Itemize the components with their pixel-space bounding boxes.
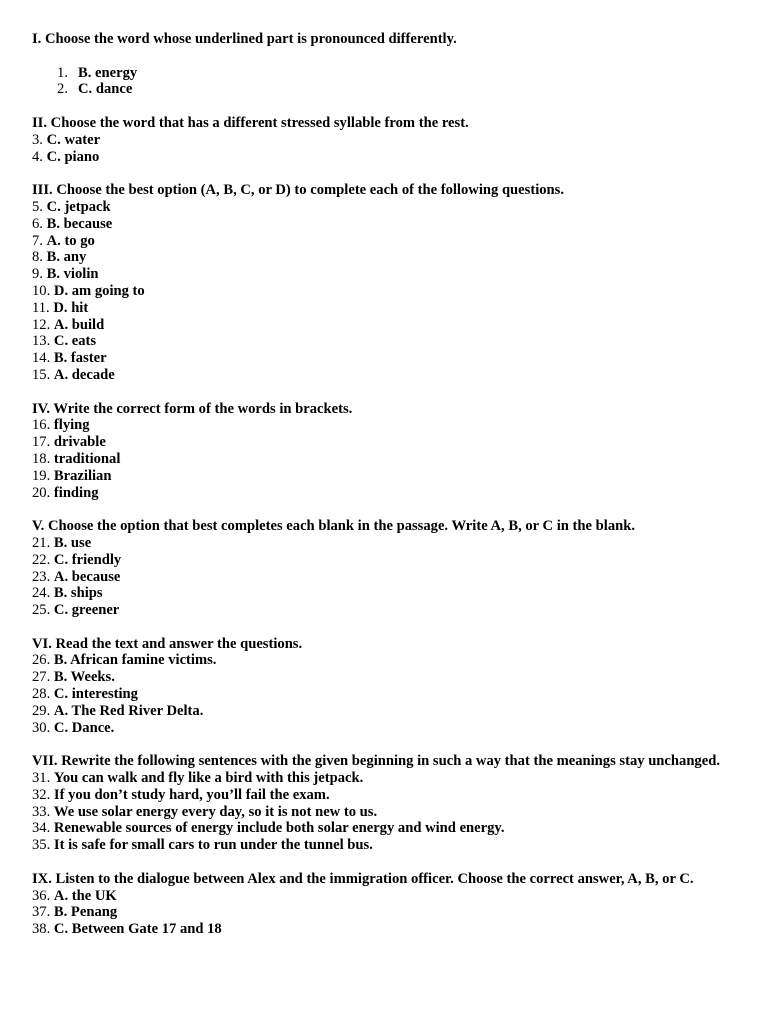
item-answer: C. interesting (53, 686, 138, 703)
item-answer: C. eats (53, 333, 97, 350)
answer-line (32, 569, 732, 586)
answer-line (32, 132, 732, 149)
item-answer: It is safe for small cars to run under the tunnel bus. (53, 837, 373, 854)
answer-line (32, 669, 732, 686)
answer-line (32, 216, 732, 233)
section-3 (32, 182, 732, 384)
answer-line (32, 770, 732, 787)
item-number: 26. (32, 652, 51, 669)
item-answer: flying (53, 417, 90, 434)
answer-key-document (32, 31, 732, 955)
answer-line (32, 921, 732, 938)
section-heading: V. Choose the option that best completes each blank in the passage. Write A, B, or C in the blank. (32, 518, 635, 535)
item-number: 5. (32, 198, 43, 215)
item-number: 21. (32, 534, 51, 551)
answer-line (32, 820, 732, 837)
item-number: 14. (32, 350, 51, 367)
answer-line (32, 317, 732, 334)
section-5 (32, 518, 732, 619)
item-answer: D. hit (53, 299, 89, 316)
item-answer: B. African famine victims. (53, 652, 217, 669)
item-answer: C. greener (53, 602, 120, 619)
item-number: 2. (57, 81, 68, 98)
answer-line (32, 367, 732, 384)
answer-line (32, 300, 732, 317)
item-number: 9. (32, 266, 43, 283)
item-answer: B. ships (53, 585, 103, 602)
item-number: 8. (32, 249, 43, 266)
answer-line (32, 703, 732, 720)
answer-line (32, 720, 732, 737)
item-number: 35. (32, 837, 51, 854)
item-answer: A. because (53, 568, 121, 585)
item-number: 24. (32, 585, 51, 602)
item-number: 13. (32, 333, 51, 350)
item-answer: D. am going to (53, 282, 145, 299)
answer-line (32, 888, 732, 905)
item-answer: C. Dance. (53, 719, 115, 736)
item-answer: C. piano (46, 148, 100, 165)
answer-line (32, 804, 732, 821)
item-number: 30. (32, 719, 51, 736)
section-7 (32, 753, 732, 854)
answer-line (32, 585, 732, 602)
item-number: 18. (32, 450, 51, 467)
answer-list (32, 65, 732, 99)
answer-line (32, 249, 732, 266)
item-answer: B. any (46, 249, 87, 266)
answer-line (32, 451, 732, 468)
answer-line (32, 535, 732, 552)
item-number: 3. (32, 131, 43, 148)
answer-line (32, 904, 732, 921)
item-answer: B. energy (78, 64, 138, 81)
section-1 (32, 31, 732, 98)
item-number: 10. (32, 282, 51, 299)
answer-line (32, 266, 732, 283)
section-heading: II. Choose the word that has a different stressed syllable from the rest. (32, 114, 469, 131)
answer-line (32, 233, 732, 250)
answer-line (32, 652, 732, 669)
item-answer: B. use (53, 534, 92, 551)
item-number: 7. (32, 232, 43, 249)
section-heading: I. Choose the word whose underlined part is pronounced differently. (32, 31, 457, 47)
item-answer: drivable (53, 434, 106, 451)
item-number: 28. (32, 686, 51, 703)
item-number: 6. (32, 215, 43, 232)
item-answer: A. The Red River Delta. (53, 702, 204, 719)
item-answer: A. decade (53, 366, 115, 383)
answer-line (32, 686, 732, 703)
answer-item (32, 65, 732, 82)
item-number: 29. (32, 702, 51, 719)
item-answer: B. faster (53, 350, 107, 367)
item-answer: C. water (46, 131, 101, 148)
item-number: 12. (32, 316, 51, 333)
answer-line (32, 787, 732, 804)
answer-line (32, 417, 732, 434)
section-heading: VII. Rewrite the following sentences with the given beginning in such a way that the meanings stay unchanged. (32, 753, 720, 770)
item-number: 27. (32, 669, 51, 686)
answer-line (32, 552, 732, 569)
item-answer: C. dance (78, 81, 133, 98)
section-heading: IX. Listen to the dialogue between Alex and the immigration officer. Choose the correct answer, A, B, or C. (32, 870, 694, 887)
item-number: 1. (57, 64, 68, 81)
section-heading: VI. Read the text and answer the questions. (32, 635, 303, 652)
section-4 (32, 401, 732, 502)
item-number: 4. (32, 148, 43, 165)
item-number: 31. (32, 770, 51, 787)
item-number: 11. (32, 299, 50, 316)
section-9 (32, 871, 732, 938)
section-heading: III. Choose the best option (A, B, C, or D) to complete each of the following questions. (32, 182, 564, 199)
answer-line (32, 350, 732, 367)
item-answer: C. friendly (53, 551, 122, 568)
item-number: 34. (32, 820, 51, 837)
item-number: 22. (32, 551, 51, 568)
answer-line (32, 837, 732, 854)
answer-line (32, 434, 732, 451)
item-answer: finding (53, 484, 99, 501)
item-number: 17. (32, 434, 51, 451)
item-answer: You can walk and fly like a bird with this jetpack. (53, 770, 364, 787)
item-number: 37. (32, 904, 51, 921)
section-2 (32, 115, 732, 165)
item-number: 16. (32, 417, 51, 434)
item-answer: B. violin (46, 266, 99, 283)
item-number: 23. (32, 568, 51, 585)
section-heading: IV. Write the correct form of the words in brackets. (32, 400, 353, 417)
item-answer: A. the UK (53, 887, 117, 904)
item-number: 33. (32, 803, 51, 820)
item-answer: B. because (46, 215, 113, 232)
item-answer: B. Weeks. (53, 669, 115, 686)
item-number: 20. (32, 484, 51, 501)
answer-line (32, 199, 732, 216)
item-number: 36. (32, 887, 51, 904)
answer-line (32, 283, 732, 300)
item-number: 38. (32, 921, 51, 938)
item-answer: We use solar energy every day, so it is not new to us. (53, 803, 378, 820)
answer-line (32, 468, 732, 485)
item-answer: If you don’t study hard, you’ll fail the exam. (53, 786, 330, 803)
answer-line (32, 602, 732, 619)
answer-line (32, 333, 732, 350)
answer-item (32, 81, 732, 98)
item-answer: C. jetpack (46, 198, 111, 215)
item-answer: C. Between Gate 17 and 18 (53, 921, 222, 938)
answer-line (32, 485, 732, 502)
item-number: 19. (32, 467, 51, 484)
item-number: 32. (32, 786, 51, 803)
item-answer: traditional (53, 450, 121, 467)
item-answer: Brazilian (53, 467, 112, 484)
item-answer: A. to go (46, 232, 95, 249)
item-answer: Renewable sources of energy include both solar energy and wind energy. (53, 820, 505, 837)
item-number: 15. (32, 366, 51, 383)
item-number: 25. (32, 602, 51, 619)
section-6 (32, 636, 732, 737)
answer-line (32, 149, 732, 166)
item-answer: A. build (53, 316, 105, 333)
item-answer: B. Penang (53, 904, 118, 921)
